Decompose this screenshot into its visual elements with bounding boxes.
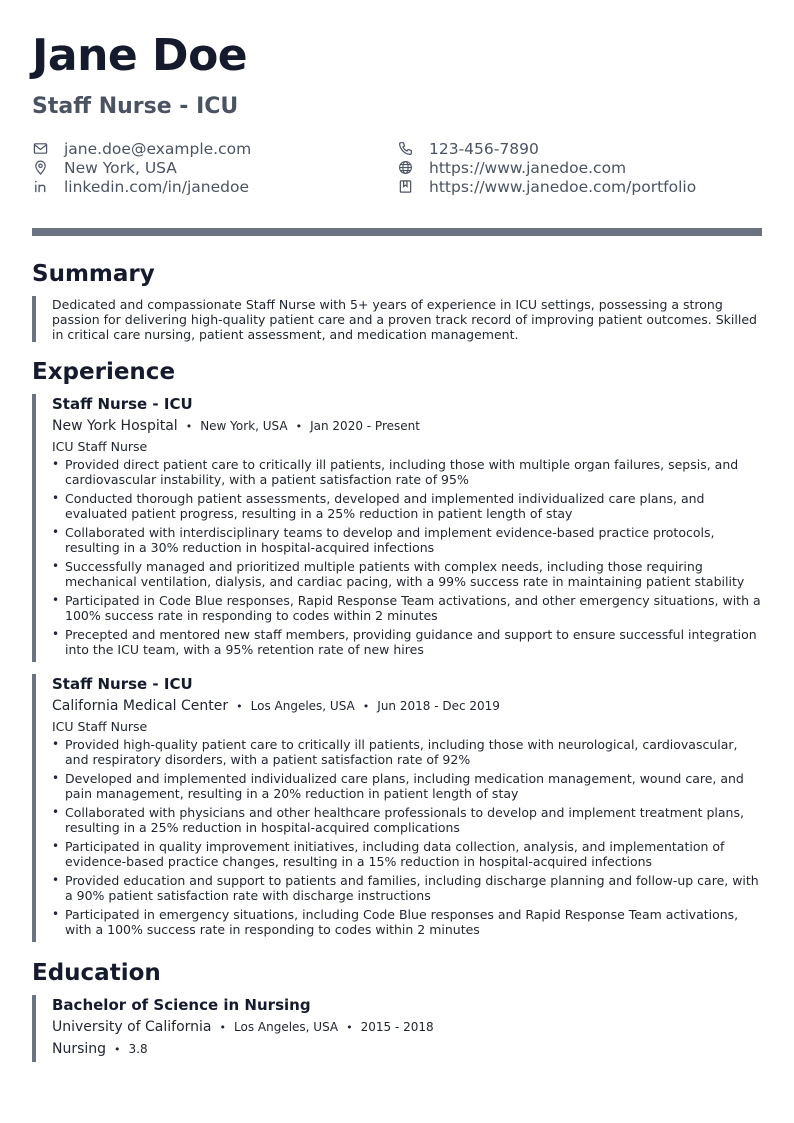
list-item: • Collaborated with physicians and other healthcare professionals to develop and implement treatment plans, resulting in a 25% reduction in hospital-acquired complications xyxy=(52,805,762,835)
employer-name: New York Hospital xyxy=(52,418,178,434)
job-bullets xyxy=(52,457,762,657)
list-item: • Collaborated with interdisciplinary teams to develop and implement evidence-based practice protocols, resulting in a 30% reduction in hospital-acquired infections xyxy=(52,525,762,555)
list-item: • Developed and implemented individualized care plans, including medication management, wound care, and pain management, resulting in a 20% reduction in patient length of stay xyxy=(52,771,762,801)
list-item: • Participated in emergency situations, including Code Blue responses and Rapid Response Team activations, with a 100% success rate in responding to codes within 2 minutes xyxy=(52,907,762,937)
list-item: • Successfully managed and prioritized multiple patients with complex needs, including those requiring mechanical ventilation, dialysis, and cardiac pacing, with a 99% success rate in maintaining patient stability xyxy=(52,559,762,589)
separator-dot: • xyxy=(295,420,303,433)
contact-email[interactable] xyxy=(32,139,251,158)
education-entry xyxy=(32,995,762,1062)
summary-block xyxy=(32,296,762,342)
map-pin-icon xyxy=(32,160,48,176)
job-location: New York, USA xyxy=(200,419,288,433)
job-meta xyxy=(52,418,762,435)
candidate-headline: Staff Nurse - ICU xyxy=(32,94,239,119)
linkedin-icon xyxy=(32,179,48,195)
separator-dot: • xyxy=(236,700,243,713)
experience-heading: Experience xyxy=(32,359,176,385)
bookmark-icon xyxy=(397,179,413,195)
school-name: University of California xyxy=(52,1019,212,1035)
list-item: • Precepted and mentored new staff members, providing guidance and support to ensure successful integration into the ICU team, with a 95% retention rate of new hires xyxy=(52,627,762,657)
contact-column-right xyxy=(397,139,696,196)
education-meta xyxy=(52,1019,762,1036)
employer-name: California Medical Center xyxy=(52,698,229,714)
location-text: New York, USA xyxy=(64,158,177,177)
separator-dot: • xyxy=(219,1021,226,1034)
list-item: • Provided education and support to patients and families, including discharge planning and follow-up care, with a 90% patient satisfaction rate with discharge instructions xyxy=(52,873,762,903)
list-item: • Participated in Code Blue responses, Rapid Response Team activations, and other emergency situations, with a 100% success rate in responding to codes within 2 minutes xyxy=(52,593,762,623)
separator-dot: • xyxy=(362,700,370,713)
job-title: Staff Nurse - ICU xyxy=(52,395,193,413)
separator-dot: • xyxy=(346,1021,353,1034)
contact-location xyxy=(32,158,251,177)
gpa-value: 3.8 xyxy=(128,1042,148,1056)
education-heading: Education xyxy=(32,960,161,986)
school-location: Los Angeles, USA xyxy=(234,1020,339,1034)
job-location: Los Angeles, USA xyxy=(250,699,355,713)
job-role: ICU Staff Nurse xyxy=(52,439,148,454)
job-dates: Jun 2018 - Dec 2019 xyxy=(377,699,500,713)
header-divider xyxy=(32,228,762,236)
job-bullets xyxy=(52,737,762,937)
list-item: • Conducted thorough patient assessments, developed and implemented individualized care plans, and evaluated patient progress, resulting in a 25% reduction in patient length of stay xyxy=(52,491,762,521)
list-item: • Provided high-quality patient care to critically ill patients, including those with neurological, cardiovascular, and respiratory disorders, with a patient satisfaction rate of 92% xyxy=(52,737,762,767)
separator-dot: • xyxy=(114,1043,121,1056)
contact-column-left xyxy=(32,139,251,196)
job-title: Staff Nurse - ICU xyxy=(52,675,193,693)
job-entry-1 xyxy=(32,394,762,662)
separator-dot: • xyxy=(185,420,193,433)
globe-icon xyxy=(397,160,413,176)
education-dates: 2015 - 2018 xyxy=(360,1020,434,1034)
phone-link[interactable]: 123-456-7890 xyxy=(429,139,539,158)
website-link[interactable]: https://www.janedoe.com xyxy=(429,158,627,177)
phone-icon xyxy=(397,141,413,157)
contact-linkedin[interactable] xyxy=(32,177,251,196)
linkedin-link[interactable]: linkedin.com/in/janedoe xyxy=(64,177,249,196)
job-dates: Jan 2020 - Present xyxy=(310,419,420,433)
degree-title: Bachelor of Science in Nursing xyxy=(52,996,311,1014)
list-item: • Participated in quality improvement initiatives, including data collection, analysis, and implementation of evidence-based practice changes, resulting in a 15% reduction in hospital-acquired infections xyxy=(52,839,762,869)
summary-text: Dedicated and compassionate Staff Nurse with 5+ years of experience in ICU settings, possessing a strong passion for delivering high-quality patient care and a proven track record of improving patient outcomes. Skilled in critical care nursing, patient assessment, and medication management. xyxy=(52,297,757,342)
job-meta xyxy=(52,698,762,715)
job-role: ICU Staff Nurse xyxy=(52,719,148,734)
education-details xyxy=(52,1041,762,1058)
envelope-icon xyxy=(32,141,48,157)
portfolio-link[interactable]: https://www.janedoe.com/portfolio xyxy=(429,177,697,196)
candidate-name: Jane Doe xyxy=(32,30,248,81)
job-entry-2 xyxy=(32,674,762,942)
contact-website[interactable] xyxy=(397,158,696,177)
contact-phone[interactable] xyxy=(397,139,696,158)
contact-portfolio[interactable] xyxy=(397,177,696,196)
email-link[interactable]: jane.doe@example.com xyxy=(64,139,252,158)
summary-heading: Summary xyxy=(32,261,155,287)
field-of-study: Nursing xyxy=(52,1041,107,1057)
list-item: • Provided direct patient care to critically ill patients, including those with multiple organ failures, sepsis, and cardiovascular instability, with a patient satisfaction rate of 95% xyxy=(52,457,762,487)
